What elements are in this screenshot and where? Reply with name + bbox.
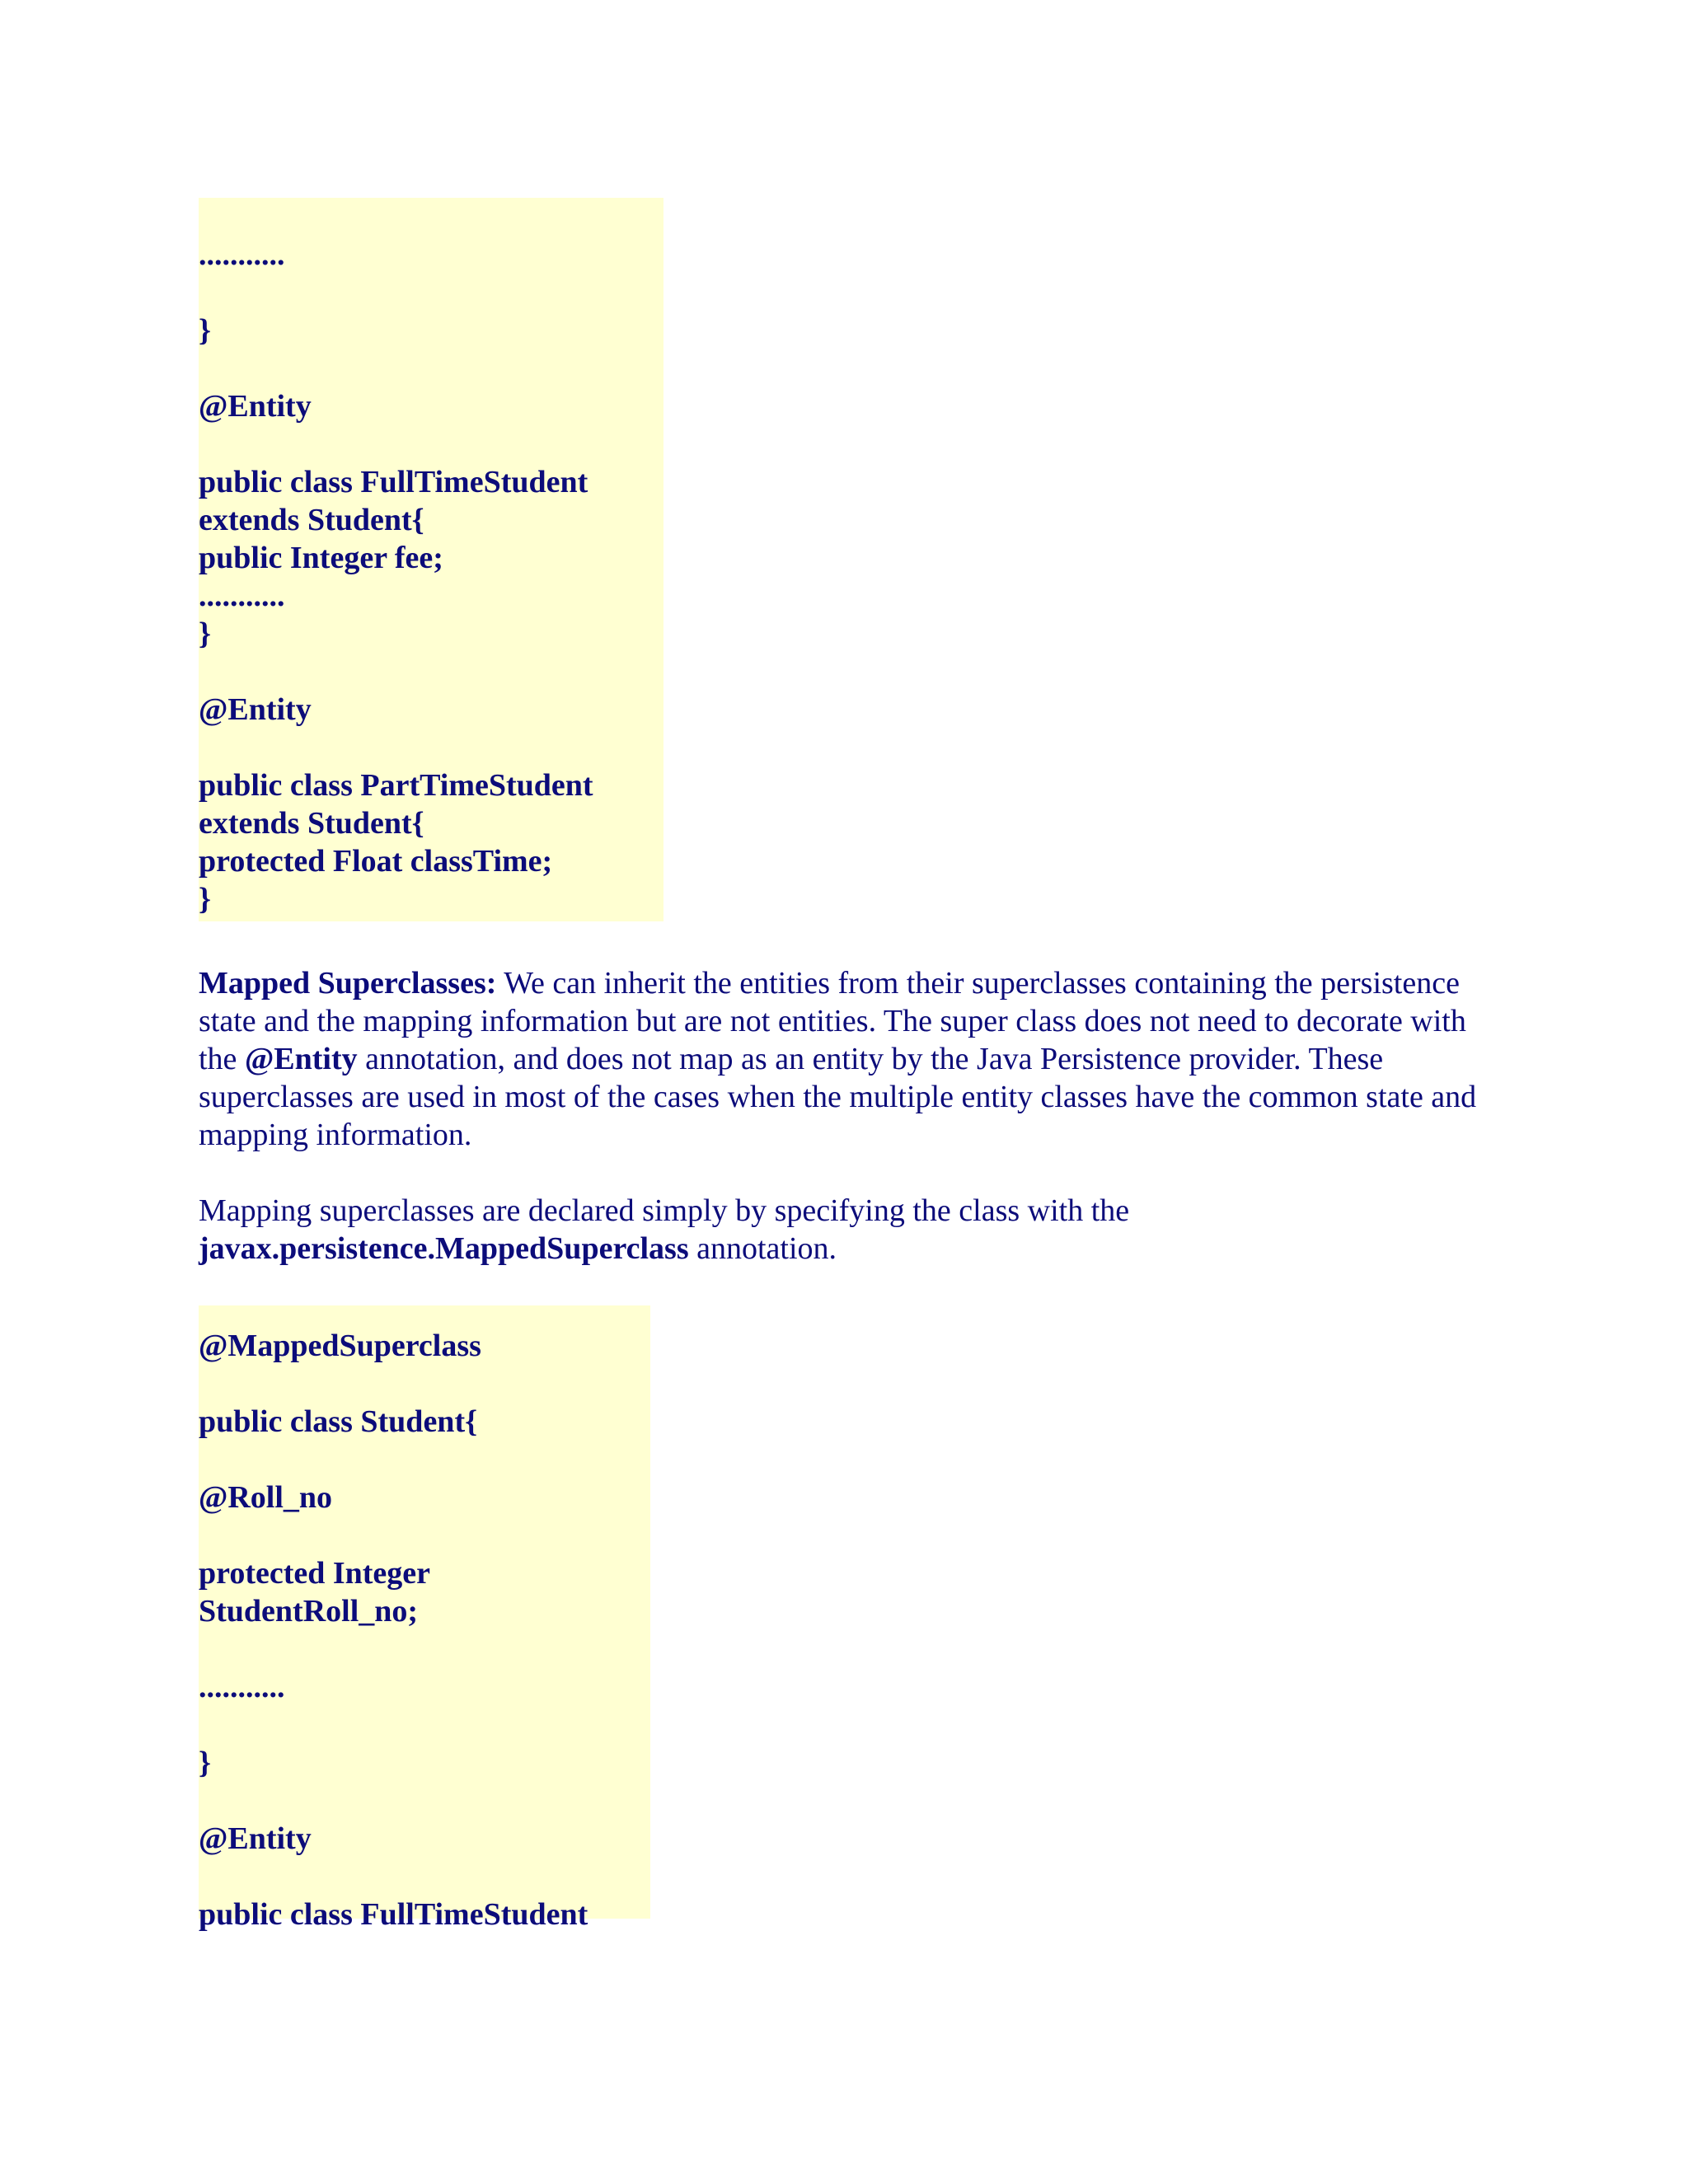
code-line: } [199, 882, 211, 916]
paragraph-text: We can inherit the entities from their superclasses containing the persistence state and the mapping information but are not entities. The super class does not need to decorate with the [199, 966, 1466, 1076]
code-line: } [199, 313, 211, 348]
mapped-superclasses-paragraph [199, 964, 1501, 1154]
mapped-superclasses-term: Mapped Superclasses: [199, 966, 497, 1001]
code-line [199, 1441, 650, 1479]
code-line [199, 653, 663, 691]
code-line [199, 1858, 650, 1896]
code-line [199, 1706, 650, 1744]
code-line: public class Student{ [199, 1404, 478, 1439]
mapped-superclass-annotation-inline: javax.persistence.MappedSuperclass [199, 1231, 689, 1266]
paragraph-text: Mapping superclasses are declared simply by specifying the class with the [199, 1193, 1130, 1228]
code-line: @MappedSuperclass [199, 1329, 481, 1363]
code-line: StudentRoll_no; [199, 1594, 419, 1629]
code-line: } [199, 616, 211, 651]
code-line [199, 349, 663, 387]
code-line: } [199, 1746, 211, 1780]
code-line: public class FullTimeStudent [199, 1897, 588, 1932]
code-line: extends Student{ [199, 806, 424, 841]
code-line [199, 1630, 650, 1668]
code-line: ........... [199, 579, 285, 613]
code-line: @Entity [199, 389, 312, 424]
code-line [199, 1782, 650, 1820]
code-block-entity-subclasses [199, 198, 663, 921]
code-line: ........... [199, 237, 285, 272]
code-line: public class FullTimeStudent [199, 465, 588, 499]
code-block-mapped-superclass [199, 1305, 650, 1932]
mapping-declaration-paragraph [199, 1192, 1501, 1268]
code-line: @Roll_no [199, 1480, 333, 1515]
entity-annotation-inline: @Entity [244, 1042, 358, 1076]
code-line: ........... [199, 1670, 285, 1704]
code-line: public class PartTimeStudent [199, 768, 593, 803]
code-line: protected Float classTime; [199, 844, 553, 879]
code-line: extends Student{ [199, 503, 424, 537]
code-line [199, 1516, 650, 1554]
code-line [199, 729, 663, 766]
code-line: @Entity [199, 692, 312, 727]
paragraph-text: annotation, and does not map as an entity by the Java Persistence provider. These superclasses are used in most of the cases when the multiple entity classes have the common state and mapping information. [199, 1042, 1477, 1152]
code-line [199, 274, 663, 312]
code-line: public Integer fee; [199, 541, 443, 575]
code-line: protected Integer [199, 1556, 431, 1591]
code-line [199, 1365, 650, 1403]
code-line: @Entity [199, 1821, 312, 1856]
paragraph-text: annotation. [688, 1231, 837, 1266]
code-line [199, 425, 663, 463]
